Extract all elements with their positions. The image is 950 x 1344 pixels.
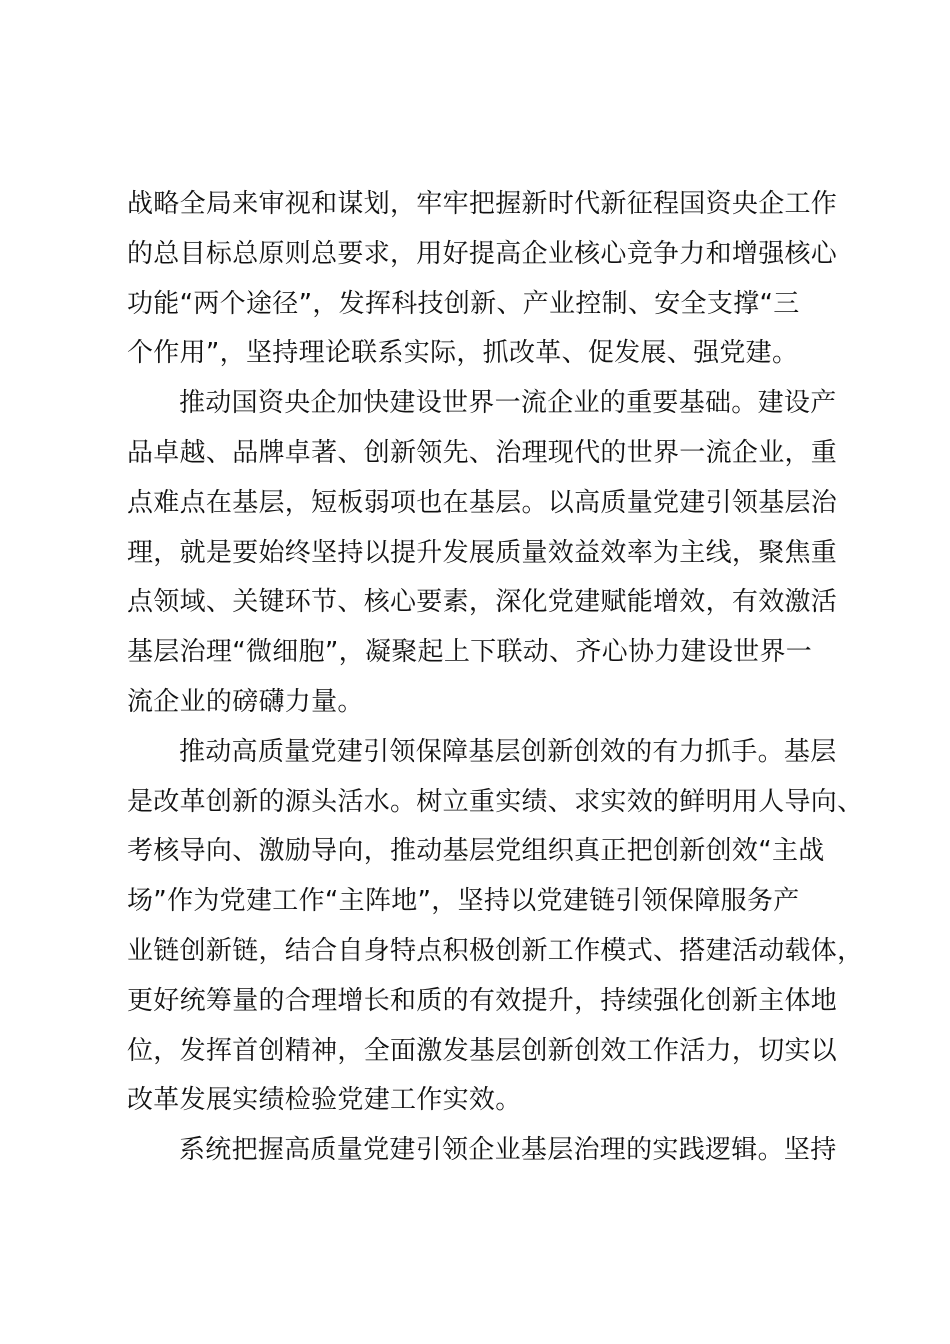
text-line: 点难点在基层，短板弱项也在基层。以高质量党建引领基层治 [127, 487, 838, 518]
text-line: 个作用”，坚持理论联系实际，抓改革、促发展、强党建。 [127, 338, 799, 369]
paragraph-start-line: 推动高质量党建引领保障基层创新创效的有力抓手。基层 [179, 736, 837, 767]
text-line: 品卓越、品牌卓著、创新领先、治理现代的世界一流企业，重 [127, 437, 838, 468]
text-line: 业链创新链，结合自身特点积极创新工作模式、搭建活动载体， [127, 935, 864, 966]
text-line: 场”作为党建工作“主阵地”，坚持以党建链引领保障服务产 [127, 886, 800, 917]
text-line: 改革发展实绩检验党建工作实效。 [127, 1085, 522, 1116]
text-line: 是改革创新的源头活水。树立重实绩、求实效的鲜明用人导向、 [127, 786, 864, 817]
text-line: 基层治理“微细胞”，凝聚起上下联动、齐心协力建设世界一 [127, 637, 813, 668]
text-line: 功能“两个途径”，发挥科技创新、产业控制、安全支撑“三 [127, 288, 800, 319]
paragraph-start-line: 系统把握高质量党建引领企业基层治理的实践逻辑。坚持 [179, 1135, 837, 1166]
text-line: 流企业的磅礴力量。 [127, 686, 364, 717]
text-line: 理，就是要始终坚持以提升发展质量效益效率为主线，聚焦重 [127, 537, 838, 568]
text-line: 战略全局来审视和谋划，牢牢把握新时代新征程国资央企工作 [127, 189, 838, 219]
text-line: 点领域、关键环节、核心要素，深化党建赋能增效，有效激活 [127, 587, 838, 618]
text-line: 的总目标总原则总要求，用好提高企业核心竞争力和增强核心 [127, 238, 838, 269]
paragraph-start-line: 推动国资央企加快建设世界一流企业的重要基础。建设产 [179, 388, 837, 419]
text-line: 更好统筹量的合理增长和质的有效提升，持续强化创新主体地 [127, 985, 838, 1016]
text-line: 考核导向、激励导向，推动基层党组织真正把创新创效“主战 [127, 836, 825, 867]
document-body [127, 180, 864, 1176]
text-line: 位，发挥首创精神，全面激发基层创新创效工作活力，切实以 [127, 1035, 838, 1066]
